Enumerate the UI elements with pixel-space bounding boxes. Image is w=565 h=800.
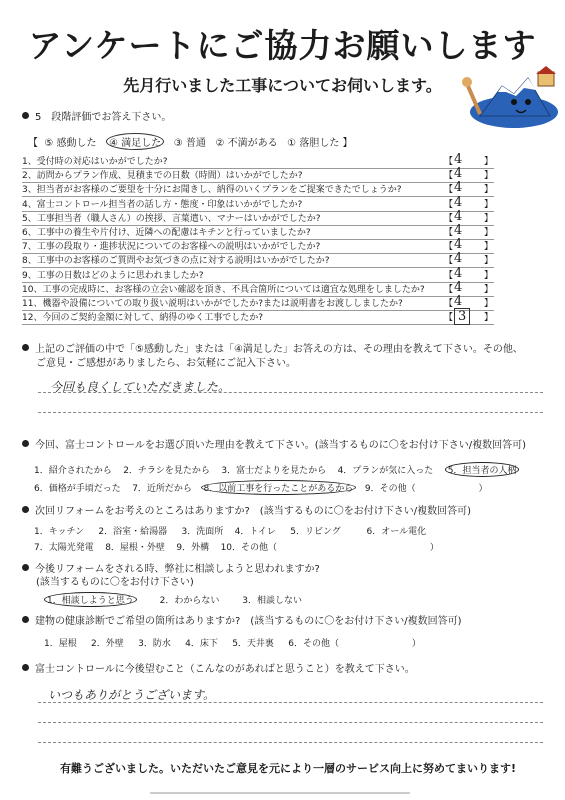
answer-bracket-left: 【 [444,270,454,281]
answer-bracket-left: 【 [444,199,454,210]
answer-bracket-left: 【 [444,171,454,182]
diagnosis-heading [22,612,461,627]
comment-heading-text: 上記のご評価の中で「⑤感動した」または「④満足した」お答えの方は、その理由を教えて下さい。その他、 [35,344,523,355]
question-label: 6、工事中の養生や片付け、近隣への配慮はキチンと行っていましたか? [22,228,311,238]
next-row-1 [34,524,426,537]
answer-bracket-right: 】 [484,171,494,182]
question-label: 11、機器や設備についての取り扱い説明はいかがでしたか?または説明書をお渡ししましたか? [22,299,403,309]
question-row [22,279,494,297]
question-row [22,225,494,240]
consult-options [44,592,302,607]
mountain-mascot-icon [458,66,560,130]
question-label: 9、工事の日数はどのように思われましたか? [22,270,204,281]
next-heading [22,502,471,517]
diagnosis-options [44,636,421,649]
comment-heading [22,340,523,355]
question-label: 2、訪問からプラン作成、見積までの日数（時間）はいかがでしたか? [22,171,303,182]
next-option: 8．屋根・外壁 [105,543,165,553]
diagnosis-option: 4．床下 [185,639,218,649]
answer-bracket-right: 】 [484,270,494,281]
scale-1: ① 落胆した [287,138,340,149]
question-row [22,296,494,311]
answer-bracket-left: 【 [444,213,454,224]
diagnosis-option: 5．天井裏 [232,639,274,649]
next-heading-text: 次回リフォームをお考えのところはありますか? (該当するものに〇をお付け下さい/複数回答可) [35,506,471,517]
next-option: 2．浴室・給湯器 [98,527,168,537]
question-row [22,194,494,212]
answer-bracket-right: 】 [484,213,494,224]
diagnosis-heading-text: 建物の健康診断でご希望の箇所はありますか? (該当するものに〇をお付け下さい/複数回答可) [35,616,462,627]
reason-option: 7．近所だから [132,484,192,494]
reason-option-circled: 8．以前工事を行ったことがあるから [201,480,357,495]
comment-answer: 今回も良くしていただきました。 [50,380,231,394]
reason-option: 4．プランが気に入った [337,466,434,476]
question-row [22,265,494,283]
question-answer: 4 [454,166,463,182]
question-row [22,154,494,169]
question-row [22,310,494,325]
question-label: 10、工事の完成時に、お客様の立会い確認を頂き、不具合箇所については適宜な処理をしましたか? [22,284,425,295]
answer-line [38,702,543,703]
consult-heading-line2: (該当するものに〇をお付け下さい) [36,577,194,588]
next-option: 3．洗面所 [181,527,224,537]
scale-3: ③ 普通 [173,138,206,149]
answer-bracket-left: 【 [444,185,454,196]
consult-option: 3．相談しない [242,596,302,606]
bullet-icon [22,344,29,351]
scale-4: ④ 満足した [106,133,164,150]
rating-scale: 【 ⑤ 感動した ④ 満足した ③ 普通 ② 不満がある ① 落胆した 】 [28,133,353,150]
next-option: 6．オール電化 [366,527,427,537]
diagnosis-other-close: ） [411,639,421,649]
bullet-icon [22,112,29,119]
question-answer: 4 [454,180,463,196]
question-answer: 4 [454,294,463,309]
question-row [22,182,494,197]
footer-message: 有難うございました。いただいたご意見を元により一層のサービス向上に努めてまいります! [60,762,517,775]
question-answer: 3 [454,308,470,325]
answer-line [38,722,543,723]
reason-other-close: ） [478,484,488,494]
question-row [22,208,494,226]
rating-heading-text: 5 段階評価でお答え下さい。 [35,112,172,123]
reason-heading-text: 今回、富士コントロールをお選び頂いた理由を教えて下さい。(該当するものに〇をお付け下さい/複数回答可) [35,440,526,451]
answer-bracket-left: 【 [444,284,454,295]
reason-option: 3．富士だよりを見たから [221,466,327,476]
scale-5: ⑤ 感動した [44,138,97,149]
question-answer: 4 [454,251,463,267]
answer-bracket-right: 】 [484,157,494,167]
question-answer: 4 [454,208,463,224]
question-answer: 4 [454,194,463,210]
diagnosis-option: 3．防水 [138,639,171,649]
next-option: 5．リビング [290,527,341,537]
answer-bracket-right: 】 [484,256,494,267]
question-answer: 4 [454,237,463,253]
question-row [22,168,494,183]
reason-row-2 [34,480,487,495]
question-label: 4、富士コントロール担当者の話し方・態度・印象はいかがでしたか? [22,199,303,210]
question-row [22,239,494,254]
wishes-heading-text: 富士コントロールに今後望むこと（こんなのがあればと思うこと）を教えて下さい。 [35,664,415,675]
question-label: 12、今回のご契約金額に対して、納得のゆく工事でしたか? [22,313,264,324]
question-label: 3、担当者がお客様のご要望を十分にお聞きし、納得のいくプランをご提案できたでしょうか? [22,185,402,196]
reason-option: 9．その他（ [364,484,416,494]
reason-heading [22,436,526,451]
question-label: 7、工事の段取り・進捗状況についてのお客様への説明はいかがでしたか? [22,242,321,253]
answer-bracket-left: 【 [444,256,454,267]
diagnosis-option: 1．屋根 [44,639,77,649]
answer-bracket-right: 】 [484,284,494,295]
answer-bracket-right: 】 [484,299,494,309]
answer-bracket-left: 【 [444,242,454,253]
reason-option-circled: 5．担当者の人柄 [445,462,520,477]
page-subtitle: 先月行いました工事についてお伺いします。 [123,76,442,95]
consult-option: 2．わからない [159,596,220,606]
next-option: 7．太陽光発電 [34,543,94,553]
reason-option: 2．チラシを見たから [123,466,210,476]
answer-bracket-left: 【 [444,157,454,167]
answer-bracket-right: 】 [484,185,494,196]
answer-bracket-right: 】 [484,242,494,253]
next-option: 4．トイレ [234,527,276,537]
bullet-icon [22,564,29,571]
reason-option: 6．価格が手頃だった [34,484,121,494]
diagnosis-option: 2．外壁 [91,639,124,649]
question-answer: 4 [454,152,463,167]
question-label: 8、工事中のお客様のご質問やお気づきの点に対する説明はいかがでしたか? [22,256,330,267]
question-answer: 4 [454,223,463,238]
answer-bracket-right: 】 [484,313,494,324]
question-label: 1、受付時の対応はいかがでしたか? [22,157,168,167]
bullet-icon [22,440,29,447]
wishes-answer: いつもありがとうございます。 [48,688,216,702]
question-answer: 4 [454,265,463,281]
comment-heading-line2: ご意見・ご感想がありましたら、お気軽にご記入下さい。 [36,358,296,369]
wishes-heading [22,660,415,675]
next-option: 9．外構 [176,543,210,553]
next-row-2 [34,540,439,553]
answer-line [38,412,543,413]
question-row [22,253,494,268]
consult-heading-text: 今後リフォームをされる時、弊社に相談しようと思われますか? [35,564,320,575]
next-other-close: ） [429,543,439,553]
reason-option: 1．紹介されたから [34,466,112,476]
page-title: アンケートにご協力お願いします [28,26,537,65]
bullet-icon [22,616,29,623]
bullet-icon [22,664,29,671]
consult-option-circled: 1．相談しようと思う [44,592,137,607]
answer-bracket-right: 】 [484,228,494,238]
answer-bracket-left: 【 [444,228,454,238]
next-option: 1．キッチン [34,527,85,537]
answer-bracket-left: 【 [444,313,454,324]
answer-bracket-left: 【 [444,299,454,309]
scale-2: ② 不満がある [215,138,278,149]
rating-heading [22,108,171,123]
diagnosis-option: 6．その他（ [288,639,339,649]
answer-bracket-right: 】 [484,199,494,210]
question-label: 5、工事担当者（職人さん）の挨拶、言葉遣い、マナーはいかがでしたか? [22,213,321,224]
answer-line [38,742,543,743]
reason-row-1 [34,462,519,477]
question-answer: 4 [454,279,463,295]
bullet-icon [22,506,29,513]
bottom-divider [150,792,410,794]
next-option: 10．その他（ [220,543,278,553]
